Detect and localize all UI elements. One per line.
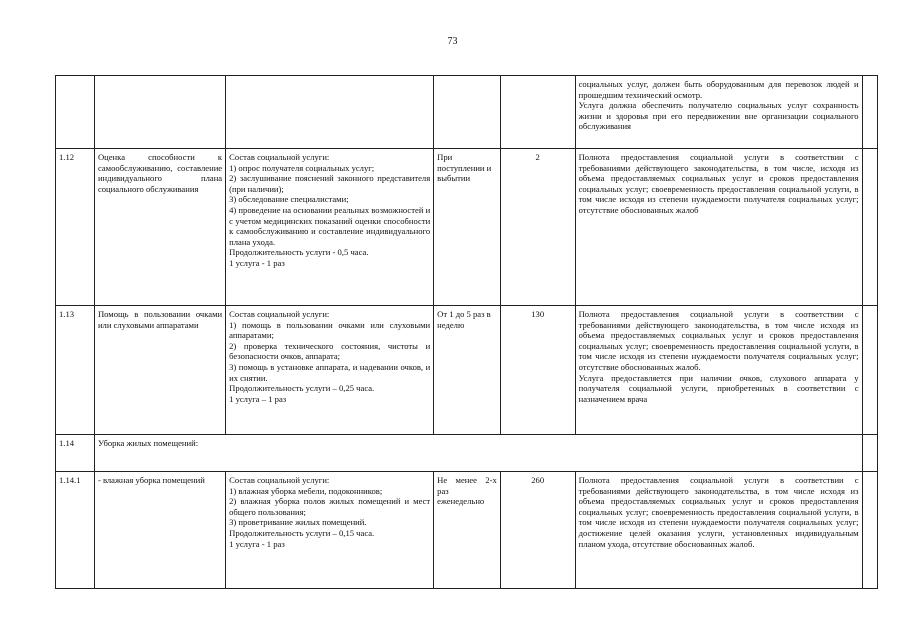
service-name-cell (94, 76, 225, 149)
tariff-cell: 260 (500, 472, 575, 589)
composition-line: Состав социальной услуги: (229, 475, 330, 485)
composition-cell (226, 472, 434, 589)
periodicity-cell: Не менее 2-х раз еженедельно (434, 472, 501, 589)
composition-line: 3) проветривание жилых помещений. (229, 517, 367, 528)
periodicity-cell: От 1 до 5 раз в неделю (434, 306, 501, 435)
service-name-cell: - влажная уборка помещений (94, 472, 225, 589)
extra-cell (862, 149, 877, 306)
composition-line: Продолжительность услуги – 0,15 часа. (229, 527, 375, 538)
row-number-cell (56, 76, 95, 149)
composition-line: 1) влажная уборка мебели, подоконников; (229, 485, 383, 496)
service-name-cell: Оценка способности к самообслуживанию, составление индивидуального плана социального обслуживания (94, 149, 225, 306)
composition-line: 3) обследование специалистами; (229, 194, 349, 205)
composition-line: 1 услуга - 1 раз (229, 538, 285, 549)
row-number-cell: 1.14 (56, 435, 95, 472)
quality-cell (575, 472, 862, 589)
composition-line: 1) опрос получателя социальных услуг; (229, 162, 375, 173)
quality-text: Полнота предоставления социальной услуги в соответствии с требованиями действующего законодательства, в том числе, исходя из объема предоставляемых социальных услуг и сроков предоставления социальных услуг; своевременность предоставления социальной услуги, в том числе исходя из степени нуждаемости получателя социальных услуг; отсутствие обоснованных жалоб (578, 152, 859, 215)
quality-text: Услуга должна обеспечить получателю социальных услуг сохранность жизни и здоровья при его передвижении вне организации социального обслуживания (578, 100, 859, 132)
composition-cell (226, 149, 434, 306)
table-row (56, 306, 878, 435)
extra-cell (862, 306, 877, 435)
quality-cell (575, 76, 862, 149)
quality-text: Услуга предоставляется при наличии очков, слухового аппарата у получателя социальной услуги, приобретенных в соответствии с назначением врача (578, 372, 859, 404)
table-row (56, 149, 878, 306)
composition-cell (226, 76, 434, 149)
extra-cell (862, 472, 877, 589)
services-table-body (56, 76, 878, 589)
quality-text: социальных услуг, должен быть оборудованным для перевозок людей и прошедшим технический осмотр. (578, 79, 859, 100)
tariff-cell: 2 (500, 149, 575, 306)
composition-line: 3) помощь в установке аппарата, и надевании очков, и их снятии. (229, 361, 431, 383)
composition-line: 1 услуга - 1 раз (229, 257, 285, 268)
tariff-cell (500, 76, 575, 149)
table-row (56, 435, 878, 472)
composition-line: 2) заслушивание пояснений законного представителя (при наличии); (229, 173, 431, 194)
composition-cell (226, 306, 434, 435)
services-table (55, 75, 878, 589)
table-row (56, 76, 878, 149)
row-number-cell: 1.14.1 (56, 472, 95, 589)
composition-line: 4) проведение на основании реальных возможностей и с учетом медицинских показаний оценки способности к самообслуживанию и составление индивидуального плана ухода. (229, 204, 431, 247)
composition-line: 2) влажная уборка полов жилых помещений и мест общего пользования; (229, 496, 431, 517)
periodicity-cell: При поступлении и выбытии (434, 149, 501, 306)
composition-line: Состав социальной услуги: (229, 309, 330, 319)
service-name-cell: Помощь в пользовании очками или слуховыми аппаратами (94, 306, 225, 435)
extra-cell (862, 76, 877, 149)
table-row (56, 472, 878, 589)
quality-cell (575, 306, 862, 435)
composition-line: 1 услуга – 1 раз (229, 393, 287, 404)
section-heading-cell: Уборка жилых помещений: (94, 435, 862, 472)
composition-line: Состав социальной услуги: (229, 152, 330, 162)
page-number: 73 (447, 36, 458, 47)
row-number-cell: 1.13 (56, 306, 95, 435)
composition-line: 2) проверка технического состояния, чистоты и безопасности очков, аппарата; (229, 340, 431, 362)
composition-line: 1) помощь в пользовании очками или слуховыми аппаратами; (229, 319, 431, 341)
periodicity-cell (434, 76, 501, 149)
extra-cell (862, 435, 877, 472)
quality-text: Полнота предоставления социальной услуги в соответствии с требованиями действующего законодательства, в том числе исходя из объема предоставляемых социальных услуг и сроков предоставления социальных услуг; своевременность предоставления социальной услуги, в том числе исходя из степени нуждаемости получателя социальных услуг; отсутствие обоснованных жалоб. (578, 309, 859, 372)
composition-line: Продолжительность услуги - 0,5 часа. (229, 247, 369, 258)
composition-line: Продолжительность услуги – 0,25 часа. (229, 383, 375, 394)
row-number-cell: 1.12 (56, 149, 95, 306)
tariff-cell: 130 (500, 306, 575, 435)
quality-cell (575, 149, 862, 306)
quality-text: Полнота предоставления социальной услуги в соответствии с требованиями действующего законодательства, в том числе исходя из объема предоставляемых социальных услуг и сроков предоставления социальных услуг; своевременность предоставления социальной услуги, в том числе исходя из степени нуждаемости получателя социальных услуг; достижение целей оказания услуги, установленных индивидуальным планом ухода, отсутствие обоснованных жалоб. (578, 475, 859, 549)
